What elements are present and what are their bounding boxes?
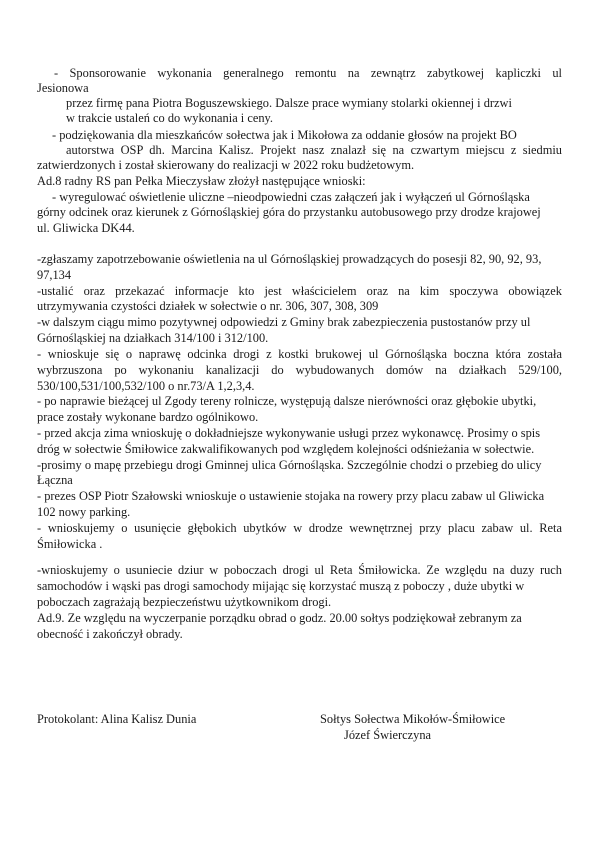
text-line: - wnioskujemy o usunięcie głębokich ubytków w drodze wewnętrznej przy placu zabaw ul. Reta [37, 521, 562, 535]
text-line: wybrzuszona po wykonaniu kanalizacji do wybudowanych domów na działkach 529/100, [37, 363, 562, 377]
text-line: ul. Gliwicka DK44. [37, 221, 135, 235]
text-line: prace zostały wykonane bardzo ogólnikowo. [37, 410, 259, 424]
text-line: - podziękowania dla mieszkańców sołectwa jak i Mikołowa za oddanie głosów na projekt BO [52, 128, 517, 142]
text-line: dróg w sołectwie Śmiłowice zakwalifikowanych pod względem kolejności odśnieżania w sołectwie. [37, 442, 535, 456]
soltys-name: Józef Świerczyna [344, 728, 432, 742]
text-line: - Sponsorowanie wykonania generalnego remontu na zewnątrz zabytkowej kapliczki ul [54, 66, 562, 80]
text-line: Jesionowa [37, 81, 89, 95]
text-line: - po naprawie bieżącej ul Zgody tereny rolnicze, występują dalsze nierówności oraz głębokie ubytki, [37, 394, 537, 408]
text-line: utrzymywania czystości działek w sołectwie o nr. 306, 307, 308, 309 [37, 299, 379, 313]
text-line: - wyregulować oświetlenie uliczne –nieodpowiedni czas załączeń jak i wyłączeń ul Górnośląska [52, 190, 530, 204]
text-line: górny odcinek oraz kierunek z Górnośląskiej góra do przystanku autobusowego przy drodze krajowej [37, 205, 541, 219]
text-line: zatwierdzonych i został skierowany do realizacji w 2022 roku budżetowym. [37, 158, 415, 172]
text-line: -w dalszym ciągu mimo pozytywnej odpowiedzi z Gminy brak zabezpieczenia pustostanów przy ul [37, 315, 531, 329]
text-line: 102 nowy parking. [37, 505, 131, 519]
text-line: w trakcie ustaleń co do wykonania i ceny. [66, 111, 274, 125]
text-line: 97,134 [37, 268, 72, 282]
soltys-title: Sołtys Sołectwa Mikołów-Śmiłowice [320, 712, 506, 726]
protokolant-signature: Protokolant: Alina Kalisz Dunia [37, 712, 197, 726]
text-line: - przed akcja zima wnioskuję o dokładniejsze wykonywanie usługi przez wykonawcę. Prosimy o spis [37, 426, 541, 440]
text-line: - prezes OSP Piotr Szałowski wnioskuje o ustawienie stojaka na rowery przy placu zabaw ul Gliwicka [37, 489, 545, 503]
text-line: 530/100,531/100,532/100 o nr.73/A 1,2,3,4. [37, 379, 255, 393]
text-line: -prosimy o mapę przebiegu drogi Gminnej ulica Górnośląska. Szczególnie chodzi o przebieg do ulicy [37, 458, 542, 472]
text-line: Ad.8 radny RS pan Pełka Mieczysław złożył następujące wnioski: [37, 174, 366, 188]
text-line: poboczach zagrażają bezpieczeństwu użytkownikom drogi. [37, 595, 332, 609]
text-line: -wnioskujemy o usuniecie dziur w poboczach drogi ul Reta Śmiłowicka. Ze względu na duzy ruch [37, 563, 562, 577]
text-line: -zgłaszamy zapotrzebowanie oświetlenia na ul Górnośląskiej prowadzących do posesji 82, 90, 92, 93, [37, 252, 542, 266]
text-line: -ustalić oraz przekazać informacje kto jest właścicielem oraz na kim spoczywa obowiązek [37, 284, 562, 298]
text-line: autorstwa OSP dh. Marcina Kalisz. Projekt nasz znalazł się na czwartym miejscu z siedmiu [66, 143, 562, 157]
text-line: Ad.9. Ze względu na wyczerpanie porządku obrad o godz. 20.00 sołtys podziękował zebranym za [37, 611, 522, 625]
text-line: Łączna [37, 473, 73, 487]
text-line: samochodów i wąski pas drogi samochody mijając się korzystać muszą z poboczy , duże ubytki w [37, 579, 525, 593]
text-line: Śmiłowicka . [37, 537, 103, 551]
text-line: obecność i zakończył obrady. [37, 627, 183, 641]
text-line: - wnioskuje się o naprawę odcinka drogi z kostki brukowej ul Górnośląska boczna która została [37, 347, 562, 361]
text-line: przez firmę pana Piotra Boguszewskiego. Dalsze prace wymiany stolarki okiennej i drzwi [66, 96, 512, 110]
text-line: Górnośląskiej na działkach 314/100 i 312/100. [37, 331, 269, 345]
